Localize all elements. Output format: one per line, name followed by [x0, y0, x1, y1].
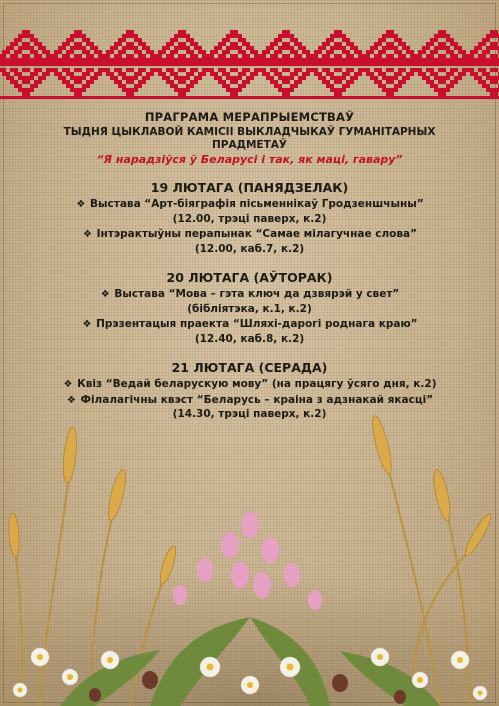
wheat-and-flowers-illustration: [0, 395, 499, 706]
event-name: Выстава “Арт-біяграфія пісьменнікаў Гродзеншчыны”: [90, 198, 424, 210]
day-heading-1: 19 ЛЮТАГА (ПАНЯДЗЕЛАК): [150, 180, 349, 195]
event-name: Квіз “Ведай беларускую мову” (на працягу ўсяго дня, к.2): [77, 378, 437, 390]
event-name: Прэзентацыя праекта “Шляхі-дарогі роднага краю”: [96, 318, 418, 330]
event-name: Інтэрактыўны перапынак “Самае мілагучнае слова”: [96, 228, 418, 240]
event-details: (14.30, трэці паверх, к.2): [172, 408, 327, 420]
program-title: ПРАГРАМА МЕРАПРЫЕМСТВАЎ: [144, 110, 355, 124]
event-item: [0, 318, 499, 332]
day-heading-2: 20 ЛЮТАГА (АЎТОРАК): [166, 270, 333, 285]
bullet-icon: ❖: [63, 379, 73, 390]
program-content: [0, 110, 499, 422]
event-item: [0, 198, 499, 212]
event-details: (бібліятэка, к.1, к.2): [187, 302, 312, 315]
program-slogan: “Я нарадзіўся ў Беларусі і так, як маці, гавару”: [96, 153, 403, 166]
event-details: (12.40, каб.8, к.2): [194, 332, 305, 345]
program-subtitle: ТЫДНЯ ЦЫКЛАВОЙ КАМІСІІ ВЫКЛАДЧЫКАЎ ГУМАНІТАРНЫХ ПРАДМЕТАЎ: [63, 126, 436, 151]
event-name: Выстава “Мова – гэта ключ да дзвярэй у свет”: [114, 288, 400, 300]
folk-ornament-border: [0, 28, 499, 102]
event-name: Філалагічны квэст “Беларусь – краіна з адзнакай якасці”: [80, 393, 434, 406]
bullet-icon: ❖: [66, 394, 76, 406]
day-heading-3: 21 ЛЮТАГА (СЕРАДА): [171, 360, 328, 375]
bullet-icon: ❖: [82, 319, 92, 330]
bullet-icon: ❖: [76, 199, 86, 210]
event-item: [0, 288, 499, 302]
event-item: [0, 378, 499, 392]
bullet-icon: ❖: [82, 229, 92, 240]
bullet-icon: ❖: [100, 289, 110, 300]
event-details: (12.00, каб.7, к.2): [194, 242, 305, 255]
event-details: (12.00, трэці паверх, к.2): [172, 212, 327, 225]
event-item: [0, 228, 499, 242]
